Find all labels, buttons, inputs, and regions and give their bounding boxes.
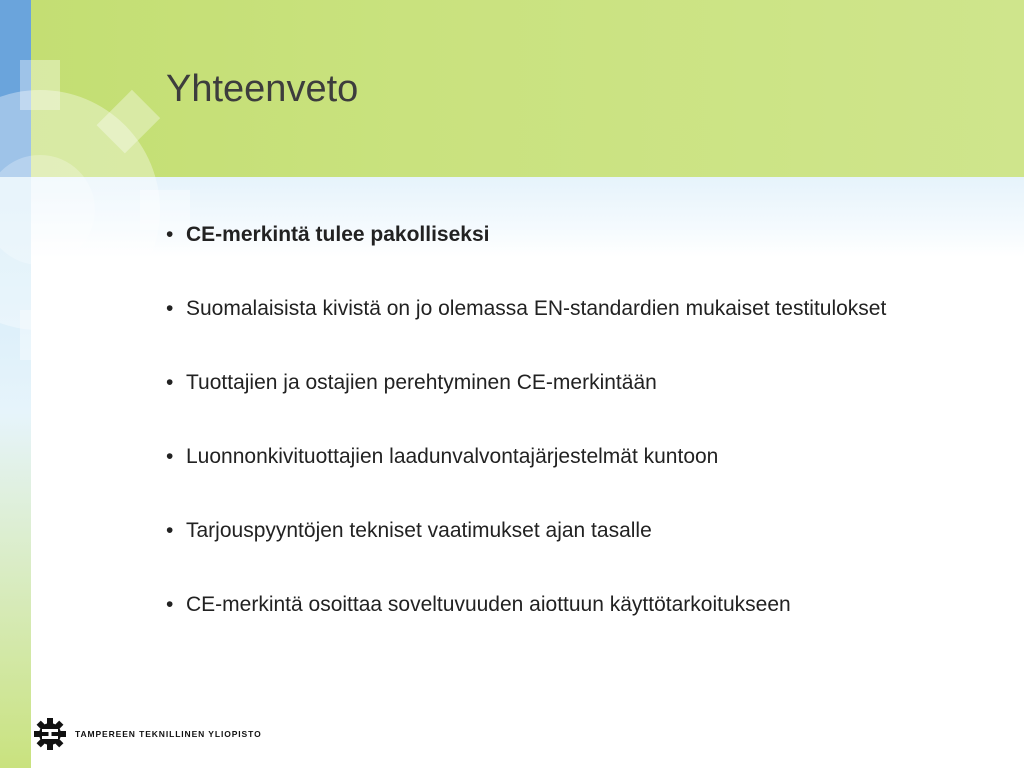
bullet-dot: •: [166, 445, 174, 468]
footer: [33, 714, 262, 754]
bullet-dot: •: [166, 519, 174, 542]
bullet-list: [166, 220, 986, 664]
bullet-text: Tuottajien ja ostajien perehtyminen CE-merkintään: [186, 371, 657, 394]
slide-title: Yhteenveto: [166, 68, 359, 110]
bullet-item: [166, 368, 986, 398]
bullet-item: [166, 516, 986, 546]
bullet-text: Suomalaisista kivistä on jo olemassa EN-standardien mukaiset testitulokset: [186, 297, 887, 320]
bullet-text: CE-merkintä osoittaa soveltuvuuden aiottuun käyttötarkoitukseen: [186, 593, 791, 616]
bullet-dot: •: [166, 297, 174, 320]
bullet-text: CE-merkintä tulee pakolliseksi: [186, 223, 490, 246]
bullet-dot: •: [166, 371, 174, 394]
bullet-text: Tarjouspyyntöjen tekniset vaatimukset ajan tasalle: [186, 519, 652, 542]
bullet-item: [166, 294, 986, 324]
university-logo-icon: [33, 717, 67, 751]
bullet-item: [166, 590, 986, 620]
bullet-item: [166, 442, 986, 472]
bullet-item: [166, 220, 986, 250]
bullet-dot: •: [166, 223, 174, 246]
institution-name: TAMPEREEN TEKNILLINEN YLIOPISTO: [75, 729, 262, 739]
bullet-dot: •: [166, 593, 174, 616]
bullet-text: Luonnonkivituottajien laadunvalvontajärjestelmät kuntoon: [186, 445, 719, 468]
